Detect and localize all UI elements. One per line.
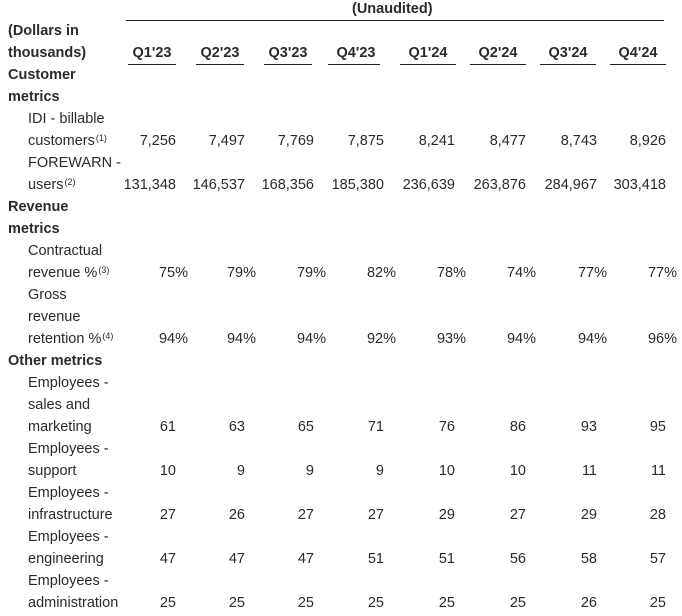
value-administration-q7: 26 (580, 595, 597, 611)
value-administration-q6: 25 (509, 595, 526, 611)
dollars-label-line1: (Dollars in (8, 23, 79, 39)
value-administration-q5: 25 (438, 595, 455, 611)
value-engineering-q8: 57 (649, 551, 666, 567)
row-label-support-line2: support (28, 463, 77, 479)
row-label-support: Employees - (28, 441, 109, 457)
footnote-4: (4) (102, 331, 114, 341)
value-administration-q2: 25 (228, 595, 245, 611)
value-administration-q1: 25 (159, 595, 176, 611)
value-forewarn-q6: 263,876 (473, 177, 526, 193)
row-label-administration-line2: administration (28, 595, 119, 611)
row-label-administration: Employees - (28, 573, 109, 589)
value-idi-q2: 7,497 (208, 133, 245, 149)
value-engineering-q3: 47 (297, 551, 314, 567)
value-contractual-q6: 74% (506, 265, 536, 281)
quarter-rule (470, 64, 526, 65)
unaudited-rule (126, 20, 664, 21)
value-infrastructure-q2: 26 (228, 507, 245, 523)
value-engineering-q7: 58 (580, 551, 597, 567)
value-forewarn-q1: 131,348 (123, 177, 176, 193)
quarter-rule (128, 64, 176, 65)
value-infrastructure-q3: 27 (297, 507, 314, 523)
value-forewarn-q2: 146,537 (192, 177, 245, 193)
value-sales-q4: 71 (367, 419, 384, 435)
value-sales-q7: 93 (580, 419, 597, 435)
value-administration-q4: 25 (367, 595, 384, 611)
quarter-rule (264, 64, 312, 65)
value-administration-q3: 25 (297, 595, 314, 611)
row-label-sales: Employees - (28, 375, 109, 391)
row-label-idi-line2: customers$^{(1)}$ (28, 133, 107, 149)
value-support-q2: 9 (236, 463, 245, 479)
value-forewarn-q7: 284,967 (544, 177, 597, 193)
value-idi-q3: 7,769 (277, 133, 314, 149)
row-label-contractual-line2: revenue %$^{(3)}$ (28, 265, 110, 281)
value-grr-q5: 93% (436, 331, 466, 347)
row-label-forewarn: FOREWARN - (28, 155, 121, 171)
value-grr-q6: 94% (506, 331, 536, 347)
value-infrastructure-q7: 29 (580, 507, 597, 523)
value-sales-q6: 86 (509, 419, 526, 435)
row-label-engineering-line2: engineering (28, 551, 104, 567)
value-grr-q8: 96% (647, 331, 677, 347)
value-idi-q6: 8,477 (489, 133, 526, 149)
quarter-header-q2-24: Q2'24 (478, 45, 518, 61)
footnote-1: (1) (95, 133, 107, 143)
value-contractual-q1: 75% (158, 265, 188, 281)
value-grr-q1: 94% (158, 331, 188, 347)
row-label-sales-line3: marketing (28, 419, 92, 435)
section-revenue-metrics: Revenue (8, 199, 69, 215)
row-label-grr: Gross (28, 287, 67, 303)
value-administration-q8: 25 (649, 595, 666, 611)
section-revenue-metrics-line2: metrics (8, 221, 60, 237)
row-label-forewarn-line2: users$^{(2)}$ (28, 177, 76, 193)
value-infrastructure-q1: 27 (159, 507, 176, 523)
row-label-contractual: Contractual (28, 243, 103, 259)
quarter-rule (196, 64, 244, 65)
value-sales-q8: 95 (649, 419, 666, 435)
value-sales-q5: 76 (438, 419, 455, 435)
value-contractual-q2: 79% (226, 265, 256, 281)
value-infrastructure-q6: 27 (509, 507, 526, 523)
row-label-idi: IDI - billable (28, 111, 105, 127)
value-engineering-q6: 56 (509, 551, 526, 567)
row-label-infrastructure: Employees - (28, 485, 109, 501)
footnote-3: (3) (98, 265, 110, 275)
value-infrastructure-q4: 27 (367, 507, 384, 523)
value-sales-q1: 61 (159, 419, 176, 435)
quarter-header-q1-24: Q1'24 (408, 45, 448, 61)
quarter-rule (610, 64, 666, 65)
value-support-q5: 10 (438, 463, 455, 479)
value-sales-q3: 65 (297, 419, 314, 435)
value-forewarn-q5: 236,639 (402, 177, 455, 193)
value-contractual-q5: 78% (436, 265, 466, 281)
value-grr-q2: 94% (226, 331, 256, 347)
section-other-metrics: Other metrics (8, 353, 103, 369)
row-label-infrastructure-line2: infrastructure (28, 507, 113, 523)
unaudited-header: (Unaudited) (352, 1, 433, 17)
value-forewarn-q4: 185,380 (331, 177, 384, 193)
value-engineering-q4: 51 (367, 551, 384, 567)
quarter-rule (540, 64, 596, 65)
value-grr-q7: 94% (577, 331, 607, 347)
quarter-header-q2-23: Q2'23 (200, 45, 240, 61)
value-support-q4: 9 (375, 463, 384, 479)
value-infrastructure-q5: 29 (438, 507, 455, 523)
value-forewarn-q3: 168,356 (261, 177, 314, 193)
quarter-header-q3-23: Q3'23 (268, 45, 308, 61)
quarter-rule (328, 64, 380, 65)
row-label-grr-line2: revenue (28, 309, 81, 325)
value-grr-q4: 92% (366, 331, 396, 347)
value-contractual-q8: 77% (647, 265, 677, 281)
quarter-header-q3-24: Q3'24 (548, 45, 588, 61)
value-support-q7: 11 (581, 463, 597, 479)
value-idi-q5: 8,241 (418, 133, 455, 149)
value-infrastructure-q8: 28 (649, 507, 666, 523)
value-idi-q7: 8,743 (560, 133, 597, 149)
row-label-engineering: Employees - (28, 529, 109, 545)
value-sales-q2: 63 (228, 419, 245, 435)
value-idi-q1: 7,256 (139, 133, 176, 149)
quarter-header-q4-23: Q4'23 (336, 45, 376, 61)
quarter-header-q4-24: Q4'24 (618, 45, 658, 61)
section-customer-metrics: Customer (8, 67, 76, 83)
value-support-q6: 10 (509, 463, 526, 479)
value-forewarn-q8: 303,418 (613, 177, 666, 193)
value-engineering-q5: 51 (438, 551, 455, 567)
value-contractual-q7: 77% (577, 265, 607, 281)
value-contractual-q4: 82% (366, 265, 396, 281)
value-idi-q4: 7,875 (347, 133, 384, 149)
row-label-sales-line2: sales and (28, 397, 91, 413)
value-engineering-q2: 47 (228, 551, 245, 567)
value-engineering-q1: 47 (159, 551, 176, 567)
value-support-q3: 9 (305, 463, 314, 479)
value-contractual-q3: 79% (296, 265, 326, 281)
row-label-grr-line3: retention %$^{(4)}$ (28, 331, 114, 347)
value-grr-q3: 94% (296, 331, 326, 347)
value-support-q1: 10 (159, 463, 176, 479)
dollars-label-line2: thousands) (8, 45, 87, 61)
section-customer-metrics-line2: metrics (8, 89, 60, 105)
value-idi-q8: 8,926 (629, 133, 666, 149)
quarter-header-q1-23: Q1'23 (132, 45, 172, 61)
quarter-rule (400, 64, 456, 65)
value-support-q8: 11 (650, 463, 666, 479)
footnote-2: (2) (64, 177, 76, 187)
